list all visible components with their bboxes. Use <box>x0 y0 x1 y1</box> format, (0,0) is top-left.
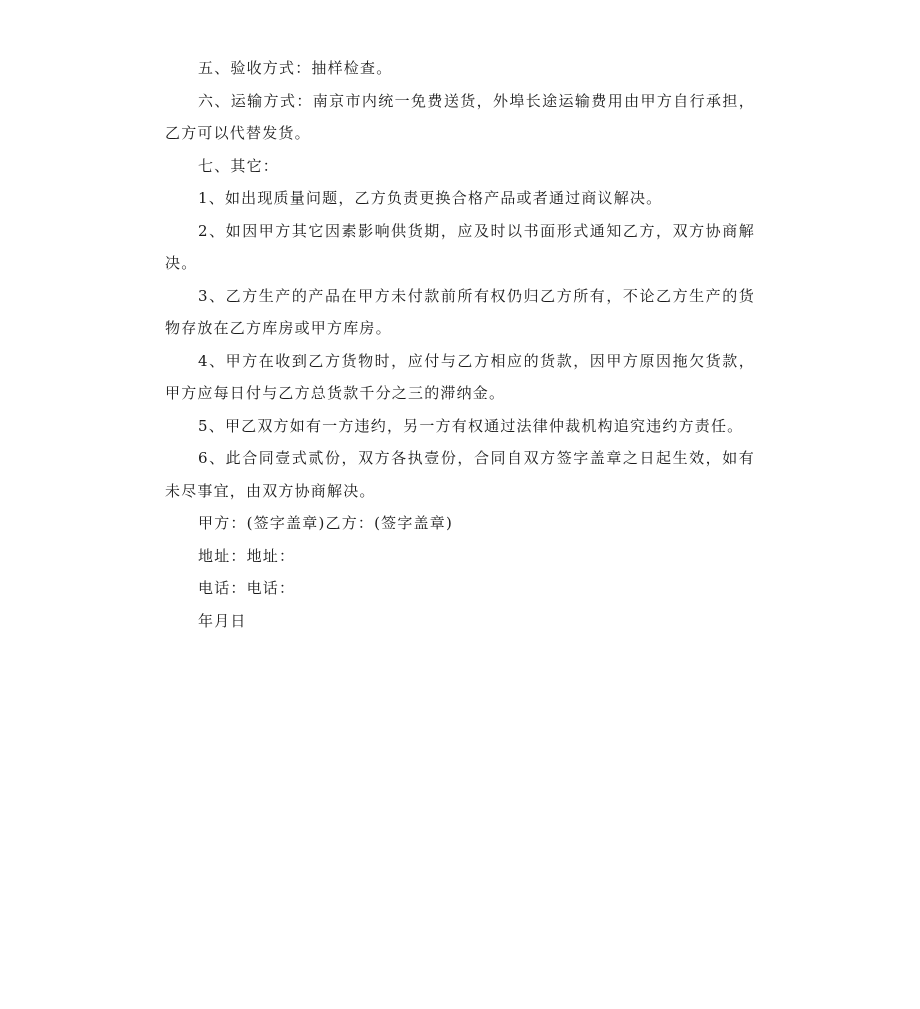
address-line: 地址：地址： <box>198 546 296 565</box>
signature-line: 甲方：(签字盖章)乙方：(签字盖章) <box>198 514 454 532</box>
clause-other-4: 4、甲方在收到乙方货物时，应付与乙方相应的货款，因甲方原因拖欠货款，甲方应每日付与乙方总货款千分之三的滞纳金。 <box>165 351 755 402</box>
clause-other-5: 5、甲乙双方如有一方违约，另一方有权通过法律仲裁机构追究违约方责任。 <box>198 416 744 435</box>
clause-other-heading: 七、其它： <box>198 156 280 175</box>
date-line: 年月日 <box>198 611 247 630</box>
clause-inspection: 五、验收方式：抽样检查。 <box>198 59 393 77</box>
document-page <box>165 52 755 637</box>
clause-transport: 六、运输方式：南京市内统一免费送货，外埠长途运输费用由甲方自行承担，乙方可以代替发货。 <box>165 91 755 142</box>
clause-other-3: 3、乙方生产的产品在甲方未付款前所有权仍归乙方所有，不论乙方生产的货物存放在乙方库房或甲方库房。 <box>165 286 755 337</box>
clause-other-2: 2、如因甲方其它因素影响供货期，应及时以书面形式通知乙方，双方协商解决。 <box>165 221 755 272</box>
clause-other-1: 1、如出现质量问题，乙方负责更换合格产品或者通过商议解决。 <box>198 189 663 207</box>
phone-line: 电话：电话： <box>198 579 296 597</box>
clause-other-6: 6、此合同壹式贰份，双方各执壹份，合同自双方签字盖章之日起生效，如有未尽事宜，由双方协商解决。 <box>165 449 755 500</box>
